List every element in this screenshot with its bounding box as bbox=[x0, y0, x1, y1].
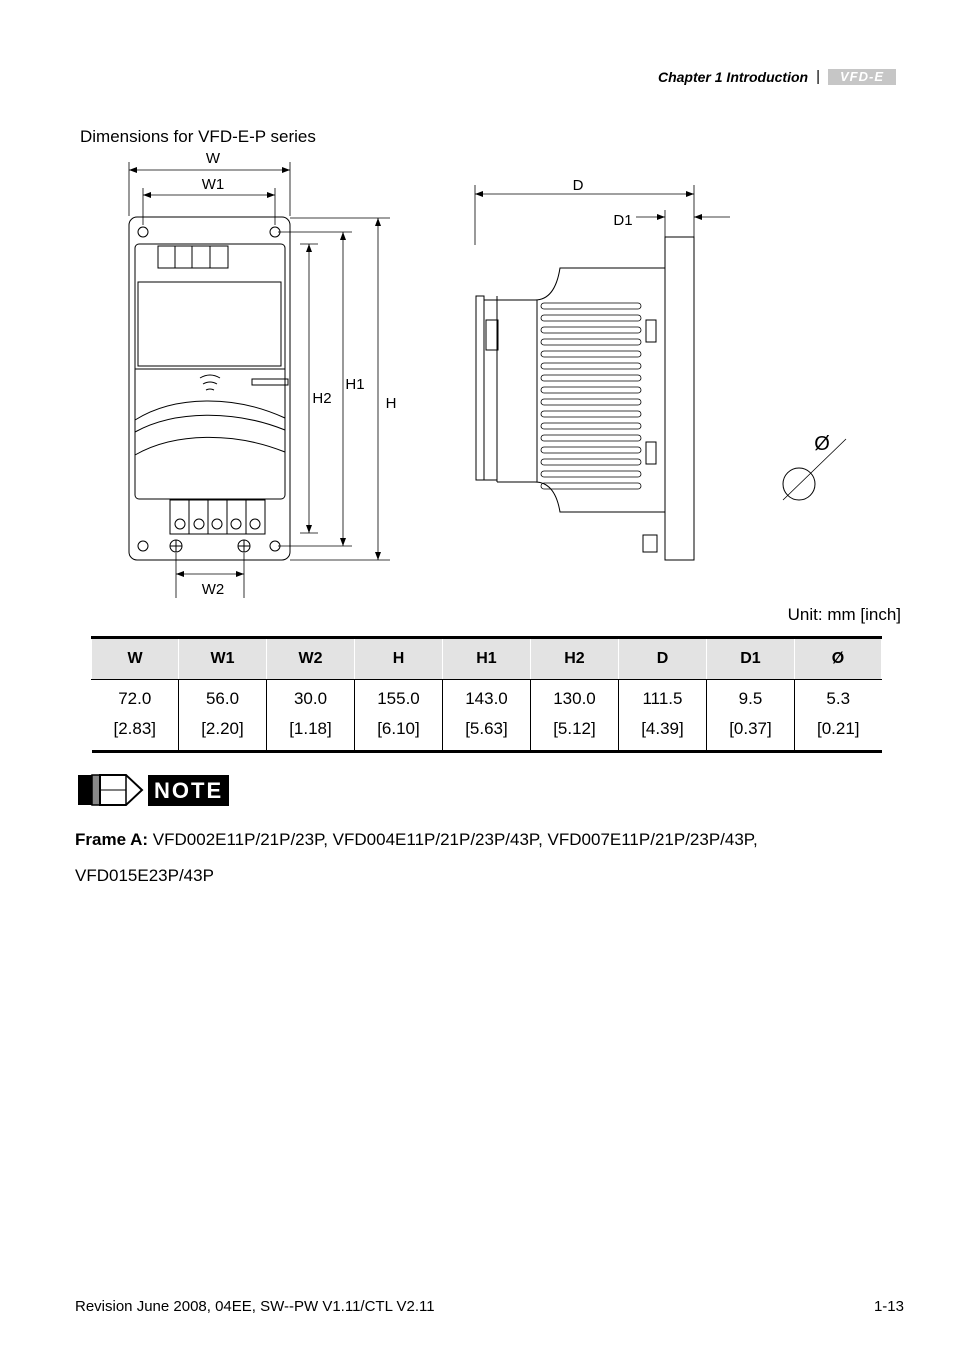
col-header: W1 bbox=[178, 638, 266, 680]
figure-caption: Dimensions for VFD-E-P series bbox=[80, 127, 316, 146]
front-view bbox=[129, 217, 290, 560]
vfd-e-logo: VFD-E bbox=[828, 69, 896, 85]
col-header: H bbox=[354, 638, 442, 680]
pencil-icon bbox=[76, 771, 144, 809]
col-header: D1 bbox=[706, 638, 794, 680]
value-inch: [1.18] bbox=[289, 719, 332, 738]
label-w2: W2 bbox=[201, 581, 225, 598]
chapter-title: Chapter 1 Introduction bbox=[657, 68, 809, 85]
value-inch: [4.39] bbox=[641, 719, 684, 738]
value-mm: 130.0 bbox=[553, 689, 596, 708]
frame-description bbox=[75, 822, 895, 894]
unit-label: Unit: mm [inch] bbox=[787, 605, 901, 624]
table-cell bbox=[92, 680, 179, 752]
footer-revision: Revision June 2008, 04EE, SW--PW V1.11/CTL V2.11 bbox=[75, 1298, 435, 1315]
table-cell bbox=[530, 680, 618, 752]
header-separator: | bbox=[816, 68, 820, 85]
label-d1: D1 bbox=[613, 212, 633, 229]
dimension-table bbox=[91, 636, 882, 753]
label-w1: W1 bbox=[201, 176, 225, 193]
side-view bbox=[476, 237, 694, 560]
value-inch: [0.21] bbox=[816, 719, 860, 738]
table-cell bbox=[442, 680, 530, 752]
value-mm: 111.5 bbox=[642, 689, 683, 708]
col-header: D bbox=[618, 638, 706, 680]
frame-models: VFD002E11P/21P/23P, VFD004E11P/21P/23P/43P, VFD007E11P/21P/23P/43P, VFD015E23P/43P bbox=[75, 830, 758, 885]
table-cell bbox=[706, 680, 794, 752]
col-header: Ø bbox=[794, 638, 881, 680]
value-mm: 30.0 bbox=[293, 689, 328, 708]
value-inch: [5.63] bbox=[465, 719, 508, 738]
value-inch: [2.83] bbox=[113, 719, 157, 738]
col-header: H1 bbox=[442, 638, 530, 680]
value-mm: 5.3 bbox=[826, 689, 851, 708]
note-block bbox=[76, 771, 229, 809]
value-inch: [0.37] bbox=[729, 719, 772, 738]
value-inch: [2.20] bbox=[201, 719, 244, 738]
col-header: H2 bbox=[530, 638, 618, 680]
col-header: W bbox=[92, 638, 179, 680]
label-h2: H2 bbox=[312, 390, 332, 407]
label-phi: Ø bbox=[814, 433, 830, 455]
label-w: W bbox=[205, 150, 221, 167]
label-h: H bbox=[385, 395, 397, 412]
note-label: NOTE bbox=[148, 775, 229, 806]
value-mm: 9.5 bbox=[738, 689, 763, 708]
dimension-drawing bbox=[0, 0, 954, 610]
frame-label: Frame A: bbox=[75, 830, 149, 849]
value-inch: [6.10] bbox=[377, 719, 420, 738]
col-header: W2 bbox=[266, 638, 354, 680]
value-mm: 143.0 bbox=[465, 689, 508, 708]
table-cell bbox=[794, 680, 881, 752]
table-header-row bbox=[92, 638, 882, 680]
table-cell bbox=[618, 680, 706, 752]
table-cell bbox=[178, 680, 266, 752]
table-cell bbox=[266, 680, 354, 752]
label-h1: H1 bbox=[345, 376, 365, 393]
table-cell bbox=[354, 680, 442, 752]
label-d: D bbox=[572, 177, 584, 194]
side-view-vents bbox=[541, 303, 641, 489]
page-number: 1-13 bbox=[873, 1298, 904, 1315]
value-inch: [5.12] bbox=[553, 719, 596, 738]
value-mm: 155.0 bbox=[377, 689, 420, 708]
table-row bbox=[92, 680, 882, 752]
value-mm: 56.0 bbox=[205, 689, 240, 708]
value-mm: 72.0 bbox=[118, 689, 152, 708]
